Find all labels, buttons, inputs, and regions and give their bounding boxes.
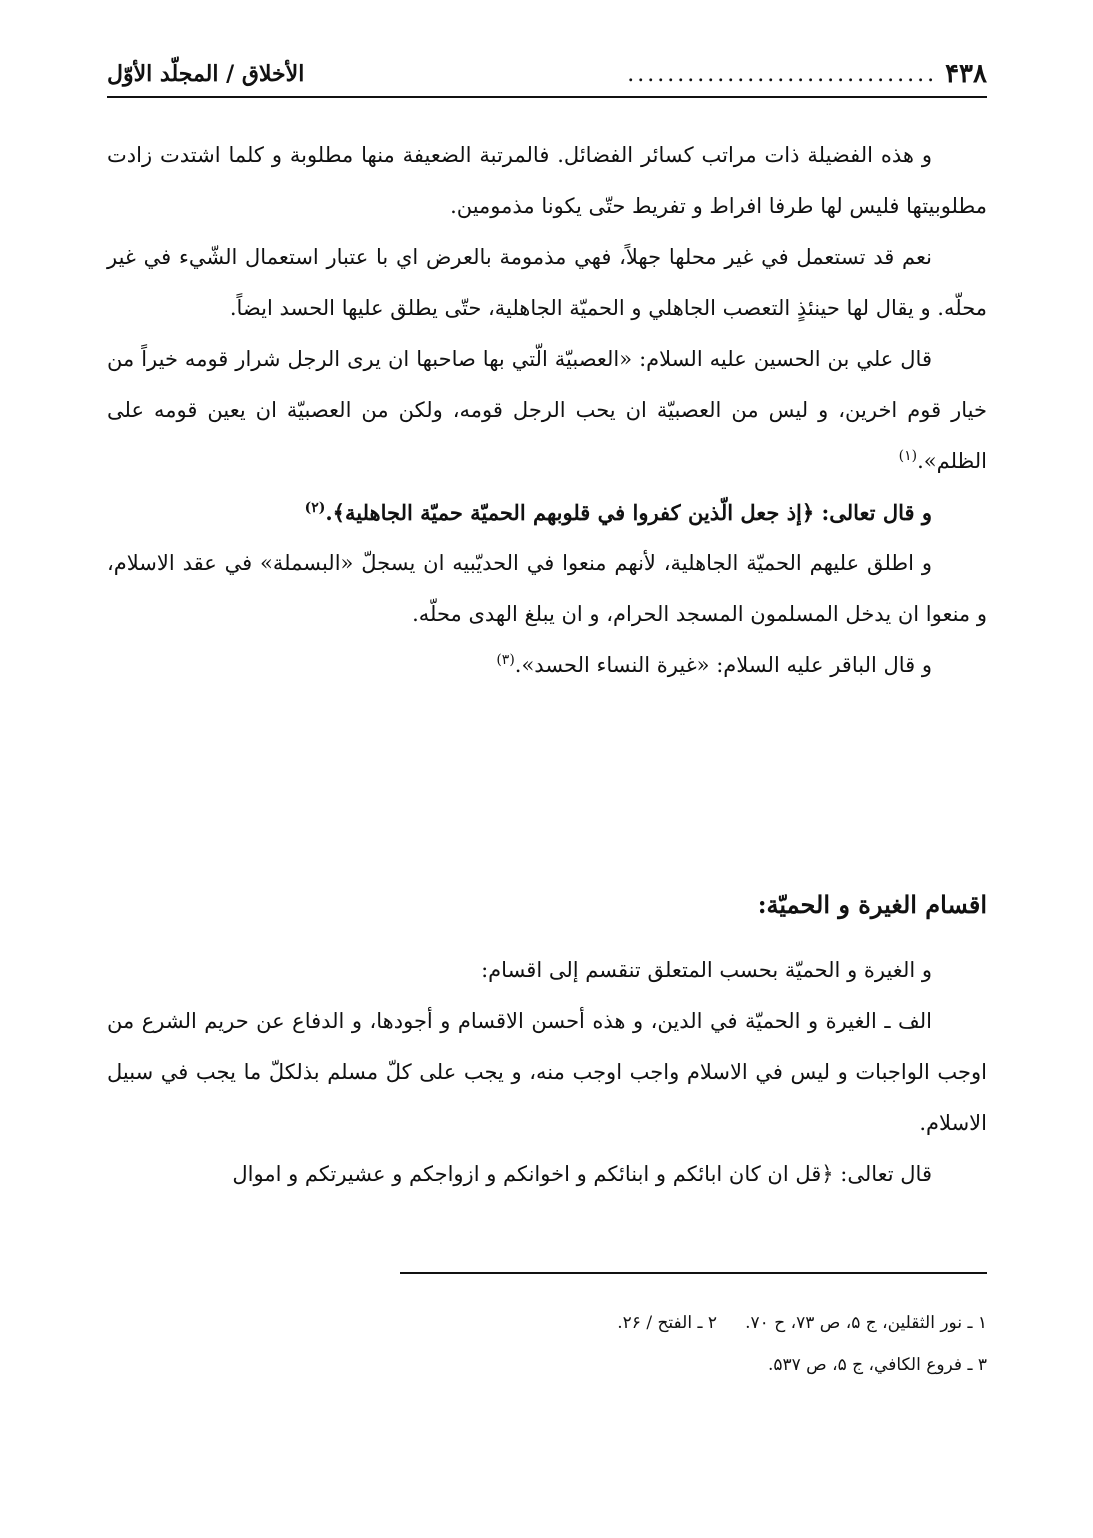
paragraph-3 (107, 334, 987, 487)
footnote-ref-2: (۲) (304, 500, 326, 516)
paragraph-2: نعم قد تستعمل في غير محلها جهلاً، فهي مذمومة بالعرض اي با عتبار استعمال الشّيء في غير محلّه. و يقال لها حينئذٍ التعصب الجاهلي و الحميّة الجاهلية، حتّى يطلق عليها الحسد ايضاً. (107, 245, 987, 320)
footnote-ref-3: (۳) (496, 652, 515, 668)
paragraph-4-text: و قال تعالى: ﴿إذ جعل الّذين كفروا في قلوبهم الحميّة حميّة الجاهلية﴾. (325, 500, 932, 525)
paragraph-4 (107, 487, 987, 538)
section-text (107, 945, 987, 1200)
footnote-1: ۱ ـ نور الثقلين، ج ۵، ص ۷۳، ح ۷۰. (745, 1313, 987, 1333)
paragraph-6 (107, 640, 987, 691)
page-header (107, 52, 987, 98)
paragraph-3-text: قال علي بن الحسين عليه السلام: «العصبيّة الّتي بها صاحبها ان يرى الرجل شرار قومه خيراً من خيار قوم اخرين، و ليس من العصبيّة ان يحب الرجل قومه، ولكن من العصبيّة ان يعين قومه على الظلم». (107, 347, 987, 473)
paragraph-6-text: و قال الباقر عليه السلام: «غيرة النساء الحسد». (514, 653, 932, 677)
paragraph-1: و هذه الفضيلة ذات مراتب كسائر الفضائل. فالمرتبة الضعيفة منها مطلوبة و كلما اشتدت زادت مطلوبيتها فليس لها طرفا افراط و تفريط حتّى يكونا مذمومين. (107, 143, 987, 218)
section-paragraph-3: قال تعالى: ﴿قل ان كان ابائكم و ابنائكم و اخوانكم و ازواجكم و عشيرتكم و اموال (232, 1162, 932, 1186)
paragraph-5: و اطلق عليهم الحميّة الجاهلية، لأنهم منعوا في الحديّبيه ان يسجلّ «البسملة» في عقد الاسلام، و منعوا ان يدخل المسلمون المسجد الحرام، و ان يبلغ الهدى محلّه. (107, 551, 987, 626)
footnote-ref-1: (۱) (898, 448, 918, 464)
footnotes (107, 1302, 987, 1386)
footnote-row (107, 1344, 987, 1386)
footnote-3: ۳ ـ فروع الكافي، ج ۵، ص ۵۳۷. (767, 1355, 987, 1375)
main-text (107, 130, 987, 691)
section-paragraph-1: و الغيرة و الحميّة بحسب المتعلق تنقسم إلى اقسام: (481, 958, 932, 982)
footnote-row (107, 1302, 987, 1344)
header-dots: ............................... (627, 61, 938, 87)
section-heading: اقسام الغيرة و الحميّة: (757, 890, 987, 919)
book-title: الأخلاق / المجلّد الأوّل (107, 61, 305, 87)
section-paragraph-2: الف ـ الغيرة و الحميّة في الدين، و هذه أحسن الاقسام و أجودها، و الدفاع عن حريم الشرع من اوجب الواجبات و ليس في الاسلام واجب اوجب منه، و يجب على كلّ مسلم بذلكلّ ما يجب في سبيل الاسلام. (107, 1009, 987, 1135)
footnote-2: ۲ ـ الفتح / ۲۶. (617, 1313, 717, 1333)
page-number: ۴۳۸ (945, 59, 987, 89)
footnote-divider (400, 1272, 987, 1274)
